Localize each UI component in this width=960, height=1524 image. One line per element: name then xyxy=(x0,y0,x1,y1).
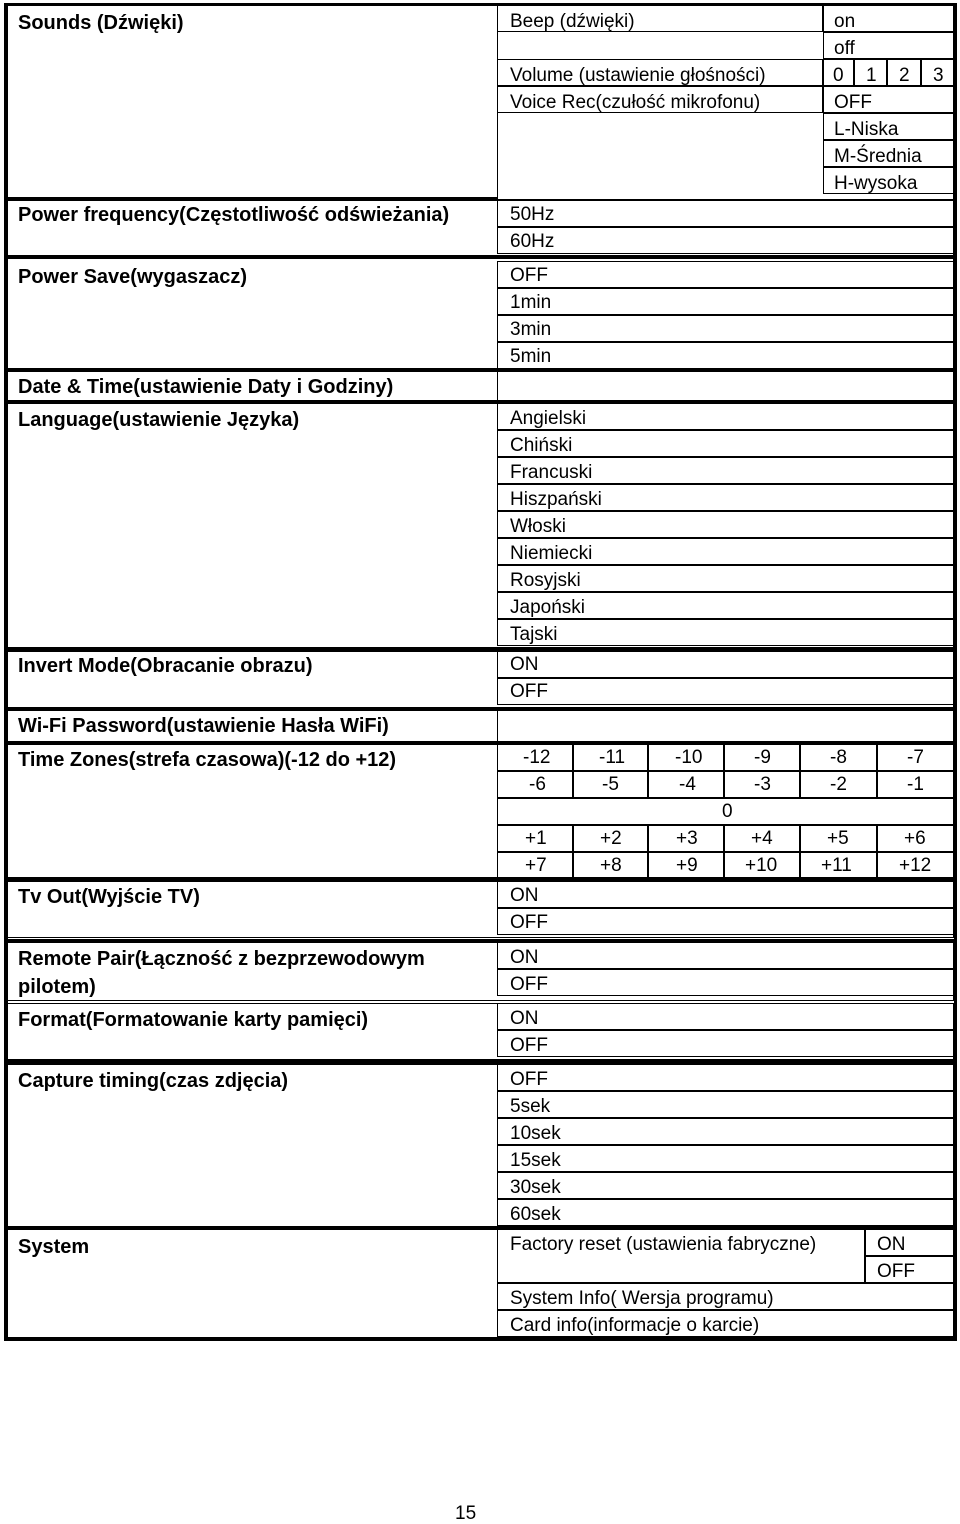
frame-bottom xyxy=(4,1337,957,1341)
power-save-cell xyxy=(497,342,954,369)
time-zone-value: +10 xyxy=(745,855,778,876)
language-option: Angielski xyxy=(510,408,587,429)
card-info-label: Card info(informacje o karcie) xyxy=(510,1315,760,1336)
time-zone-value: +8 xyxy=(600,855,622,876)
invert-mode-option: OFF xyxy=(510,681,548,702)
time-zone-value: +3 xyxy=(676,828,698,849)
power-frequency-cell xyxy=(497,227,954,254)
time-zone-value: +2 xyxy=(600,828,622,849)
time-zone-value: +9 xyxy=(676,855,698,876)
power-save-option: 1min xyxy=(510,292,552,313)
invert-mode-option: ON xyxy=(510,654,539,675)
volume-option: 0 xyxy=(833,65,844,86)
language-option: Chiński xyxy=(510,435,573,456)
invert-mode-cell xyxy=(497,651,954,678)
tv-out-cell xyxy=(497,881,954,908)
date-time-label: Date & Time(ustawienie Daty i Godziny) xyxy=(18,376,394,398)
language-option: Japoński xyxy=(510,597,585,618)
time-zone-value: -3 xyxy=(754,774,771,795)
capture-timing-option: 15sek xyxy=(510,1150,561,1171)
power-frequency-option: 50Hz xyxy=(510,204,555,225)
time-zone-value: +4 xyxy=(751,828,773,849)
volume-option: 2 xyxy=(899,65,910,86)
remote-pair-option: ON xyxy=(510,947,539,968)
time-zone-value: +1 xyxy=(525,828,547,849)
time-zone-value: +6 xyxy=(904,828,926,849)
remote-pair-option: OFF xyxy=(510,974,548,995)
format-label: Format(Formatowanie karty pamięci) xyxy=(18,1009,369,1031)
voice-option: M-Średnia xyxy=(834,146,922,167)
time-zone-value: -8 xyxy=(830,747,847,768)
time-zone-value: -10 xyxy=(675,747,703,768)
tv-out-label: Tv Out(Wyjście TV) xyxy=(18,886,200,908)
time-zone-value: +11 xyxy=(821,855,852,876)
volume-label: Volume (ustawienie głośności) xyxy=(510,65,766,86)
tv-out-option: ON xyxy=(510,885,539,906)
tv-out-option: OFF xyxy=(510,912,548,933)
power-save-cell xyxy=(497,315,954,342)
system-label: System xyxy=(18,1236,90,1258)
power-frequency-cell xyxy=(497,200,954,227)
date-time-cell xyxy=(497,371,954,401)
sounds-label: Sounds (Dźwięki) xyxy=(18,12,184,34)
wifi-password-cell xyxy=(497,710,954,742)
voice-option: L-Niska xyxy=(834,119,899,140)
time-zone-value: -6 xyxy=(529,774,546,795)
beep-option: on xyxy=(834,11,856,32)
voice-label: Voice Rec(czułość mikrofonu) xyxy=(510,92,761,113)
voice-option: H-wysoka xyxy=(834,173,918,194)
language-option: Włoski xyxy=(510,516,566,537)
remote-pair-cell xyxy=(497,969,954,996)
capture-timing-option: OFF xyxy=(510,1069,548,1090)
time-zone-value: -4 xyxy=(679,774,696,795)
beep-label: Beep (dźwięki) xyxy=(510,11,635,32)
language-option: Rosyjski xyxy=(510,570,581,591)
format-cell xyxy=(497,1030,954,1057)
capture-timing-option: 5sek xyxy=(510,1096,551,1117)
power-save-cell xyxy=(497,288,954,315)
time-zone-value: -1 xyxy=(907,774,924,795)
factory-reset-option: OFF xyxy=(877,1261,915,1282)
power-save-label: Power Save(wygaszacz) xyxy=(18,266,247,288)
power-save-cell xyxy=(497,261,954,288)
power-save-option: OFF xyxy=(510,265,548,286)
capture-timing-option: 30sek xyxy=(510,1177,561,1198)
time-zone-value: +12 xyxy=(899,855,932,876)
voice-option: OFF xyxy=(834,92,872,113)
factory-reset-option: ON xyxy=(877,1234,906,1255)
tv-out-cell xyxy=(497,908,954,935)
capture-timing-cell xyxy=(497,1172,954,1199)
capture-timing-option: 10sek xyxy=(510,1123,561,1144)
remote-pair-label: Remote Pair(Łączność z bezprzewodowym xyxy=(18,948,425,970)
capture-timing-cell xyxy=(497,1145,954,1172)
time-zone-value: 0 xyxy=(722,801,733,822)
time-zone-value: -12 xyxy=(523,747,551,768)
format-option: ON xyxy=(510,1008,539,1029)
capture-timing-cell xyxy=(497,1118,954,1145)
time-zone-value: +5 xyxy=(827,828,849,849)
capture-timing-cell xyxy=(497,1064,954,1091)
time-zones-label: Time Zones(strefa czasowa)(-12 do +12) xyxy=(18,749,397,771)
factory-reset-label: Factory reset (ustawienia fabryczne) xyxy=(510,1234,817,1255)
language-cell xyxy=(497,619,954,646)
capture-timing-label: Capture timing(czas zdjęcia) xyxy=(18,1070,289,1092)
language-option: Tajski xyxy=(510,624,558,645)
time-zone-value: -5 xyxy=(602,774,619,795)
capture-timing-option: 60sek xyxy=(510,1204,561,1225)
remote-pair-label: pilotem) xyxy=(18,976,96,998)
volume-option: 3 xyxy=(933,65,944,86)
format-option: OFF xyxy=(510,1035,548,1056)
time-zone-value: +7 xyxy=(525,855,547,876)
frame-top xyxy=(4,3,957,6)
power-frequency-label: Power frequency(Częstotliwość odświeżania) xyxy=(18,204,450,226)
page-number: 15 xyxy=(455,1503,477,1524)
power-save-option: 3min xyxy=(510,319,552,340)
beep-option: off xyxy=(834,38,855,59)
system-info-label: System Info( Wersja programu) xyxy=(510,1288,774,1309)
invert-mode-label: Invert Mode(Obracanie obrazu) xyxy=(18,655,313,677)
time-zone-value: -9 xyxy=(754,747,771,768)
remote-pair-cell xyxy=(497,942,954,969)
language-option: Hiszpański xyxy=(510,489,602,510)
format-cell xyxy=(497,1003,954,1030)
volume-option: 1 xyxy=(866,65,877,86)
frame-right xyxy=(954,3,957,1341)
time-zone-value: -2 xyxy=(830,774,847,795)
language-option: Niemiecki xyxy=(510,543,593,564)
invert-mode-cell xyxy=(497,678,954,705)
capture-timing-cell xyxy=(497,1199,954,1226)
power-frequency-option: 60Hz xyxy=(510,231,555,252)
power-save-option: 5min xyxy=(510,346,552,367)
time-zone-value: -7 xyxy=(907,747,924,768)
language-option: Francuski xyxy=(510,462,593,483)
frame-left xyxy=(4,3,8,1341)
time-zone-value: -11 xyxy=(599,747,626,768)
wifi-password-label: Wi-Fi Password(ustawienie Hasła WiFi) xyxy=(18,715,389,737)
language-label: Language(ustawienie Języka) xyxy=(18,409,300,431)
capture-timing-cell xyxy=(497,1091,954,1118)
